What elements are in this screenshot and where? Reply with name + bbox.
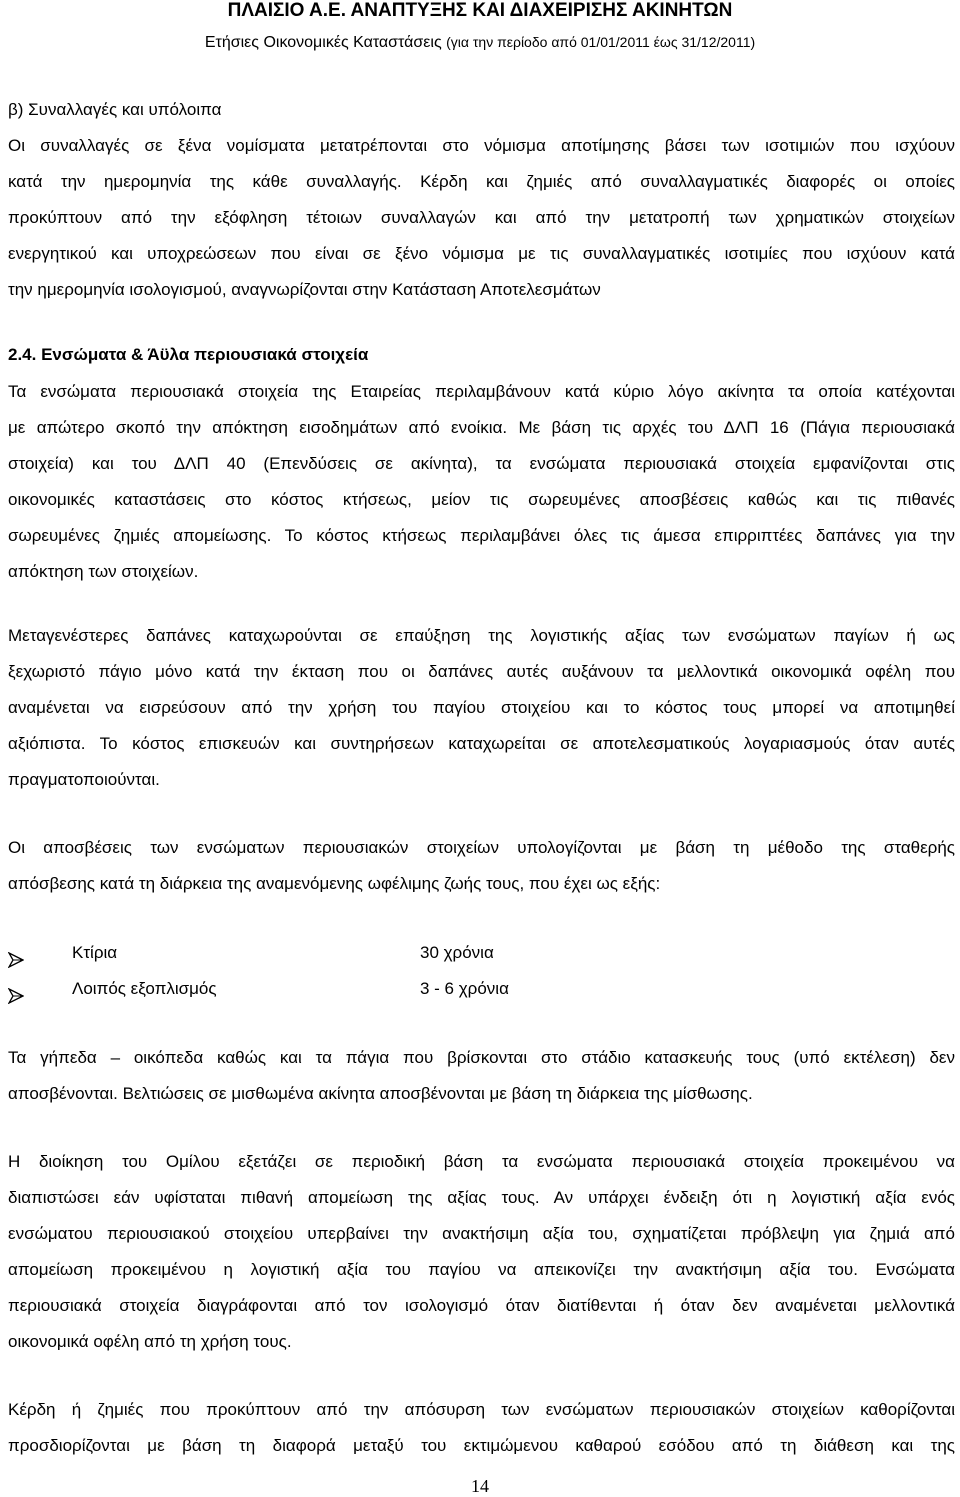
text-line: ξεχωριστό πάγιο μόνο κατά την έκταση που οι δαπάνες αυτές αυξάνουν τα μελλοντικά οικονομικά οφέλη που [8,662,955,681]
paragraph [8,1144,955,1360]
useful-lives-list [8,935,955,1007]
asset-category: Κτίρια [72,943,118,962]
text-line: Η διοίκηση του Ομίλου εξετάζει σε περιοδική βάση τα ενσώματα περιουσιακά στοιχεία προκειμένου να [8,1152,955,1171]
section-heading [8,337,955,373]
text-line: Οι συναλλαγές σε ξένα νομίσματα μετατρέπονται στο νόμισμα αποτίμησης βάσει των ισοτιμιών που ισχύουν [8,136,955,155]
text-line: οικονομικές καταστάσεις στο κόστος κτήσεως, μείον τις σωρευμένες αποσβέσεις καθώς και τις πιθανές [8,490,955,509]
arrow-bullet-icon [8,945,24,961]
useful-life-value: 3 - 6 χρόνια [420,979,509,998]
text-line: απόκτηση των στοιχείων. [8,562,199,581]
text-line: την ημερομηνία ισολογισμού, αναγνωρίζονται στην Κατάσταση Αποτελεσμάτων [8,280,601,299]
text-line: ενεργητικού και υποχρεώσεων που είναι σε ξένο νόμισμα με τις συναλλαγματικές ισοτιμίες που ισχύουν κατά [8,244,955,263]
subtitle-period: (για την περίοδο από 01/01/2011 έως 31/12/2011) [446,34,756,50]
section-2-4-heading: 2.4. Ενσώματα & Άϋλα περιουσιακά στοιχεία [8,345,369,364]
paragraph [8,1392,955,1464]
text-line: αξιόπιστα. Το κόστος επισκευών και συντηρήσεων καταχωρείται σε αποτελεσματικούς λογαριασμούς όταν αυτές [8,734,955,753]
document-header-title: ΠΛΑΙΣΙΟ Α.Ε. ΑΝΑΠΤΥΞΗΣ ΚΑΙ ΔΙΑΧΕΙΡΙΣΗΣ ΑΚΙΝΗΤΩΝ [227,0,733,21]
paragraph [8,618,955,798]
text-line: Μεταγενέστερες δαπάνες καταχωρούνται σε επαύξηση της λογιστικής αξίας των ενσώματων παγίων ή ως [8,626,955,645]
text-line: στοιχεία) και του ΔΛΠ 40 (Επενδύσεις σε ακίνητα), τα ενσώματα περιουσιακά στοιχεία εμφανίζονται στις [8,454,955,473]
asset-category: Λοιπός εξοπλισμός [72,979,217,998]
text-line: Τα γήπεδα – οικόπεδα καθώς και τα πάγια που βρίσκονται στο στάδιο κατασκευής τους (υπό εκτέλεση) δεν [8,1048,955,1067]
text-line: διαπιστώσει εάν υφίσταται πιθανή απομείωση της αξίας τους. Αν υπάρχει ένδειξη ότι η λογιστική αξία ενός [8,1188,955,1207]
document-header-subtitle [0,31,960,53]
text-line: αναμένεται να εισρεύσουν από την χρήση του παγίου στοιχείου και το κόστος τους μπορεί να αποτιμηθεί [8,698,955,717]
text-line: απομείωση προκειμένου η λογιστική αξία του παγίου να απεικονίζει την ανακτήσιμη αξία του. Ενσώματα [8,1260,955,1279]
useful-life-value: 30 χρόνια [420,943,494,962]
paragraph [8,830,955,902]
text-line: με απώτερο σκοπό την απόκτηση εισοδημάτων από ενοίκια. Με βάση τις αρχές του ΔΛΠ 16 (Πάγια περιουσιακά [8,418,955,437]
text-line: περιουσιακά στοιχεία διαγράφονται από τον ισολογισμό όταν διατίθενται ή όταν δεν αναμένεται μελλοντικά [8,1296,955,1315]
list-item [8,935,955,971]
text-line: ενσώματου περιουσιακού στοιχείου υπερβαίνει την ανακτήσιμη αξία του, σχηματίζεται πρόβλεψη για ζημιά από [8,1224,955,1243]
arrow-bullet-icon [8,981,24,997]
text-line: Κέρδη ή ζημιές που προκύπτουν από την απόσυρση των ενσώματων περιουσιακών στοιχείων καθορίζονται [8,1400,955,1419]
text-line: αποσβένονται. Βελτιώσεις σε μισθωμένα ακίνητα αποσβένονται με βάση τη διάρκεια της μίσθωσης. [8,1084,753,1103]
list-item [8,971,955,1007]
paragraph [8,1040,955,1112]
text-line: κατά την ημερομηνία της κάθε συναλλαγής. Κέρδη και ζημιές από συναλλαγματικές διαφορές οι οποίες [8,172,955,191]
text-line: απόσβεσης κατά τη διάρκεια της αναμενόμενης ωφέλιμης ζωής τους, που έχει ως εξής: [8,874,661,893]
text-line: οικονομικά οφέλη από τη χρήση τους. [8,1332,292,1351]
paragraph [8,128,955,308]
section-b-heading: β) Συναλλαγές και υπόλοιπα [8,100,222,119]
text-line: Τα ενσώματα περιουσιακά στοιχεία της Εταιρείας περιλαμβάνουν κατά κύριο λόγο ακίνητα τα οποία κατέχονται [8,382,955,401]
text-line: προσδιορίζονται με βάση τη διαφορά μεταξύ του εκτιμώμενου καθαρού εσόδου από τη διάθεση και της [8,1436,955,1455]
section-heading [8,92,955,128]
page-number: 14 [471,1476,489,1496]
paragraph [8,374,955,590]
text-line: πραγματοποιούνται. [8,770,160,789]
text-line: σωρευμένες ζημιές απομείωσης. Το κόστος κτήσεως περιλαμβάνει όλες τις άμεσα επιρριπτέες δαπάνες για την [8,526,955,545]
text-line: Οι αποσβέσεις των ενσώματων περιουσιακών στοιχείων υπολογίζονται με βάση τη μέθοδο της σταθερής [8,838,955,857]
text-line: προκύπτουν από την εξόφληση τέτοιων συναλλαγών και από την μετατροπή των χρηματικών στοιχείων [8,208,955,227]
subtitle-text: Ετήσιες Οικονομικές Καταστάσεις [204,34,442,51]
